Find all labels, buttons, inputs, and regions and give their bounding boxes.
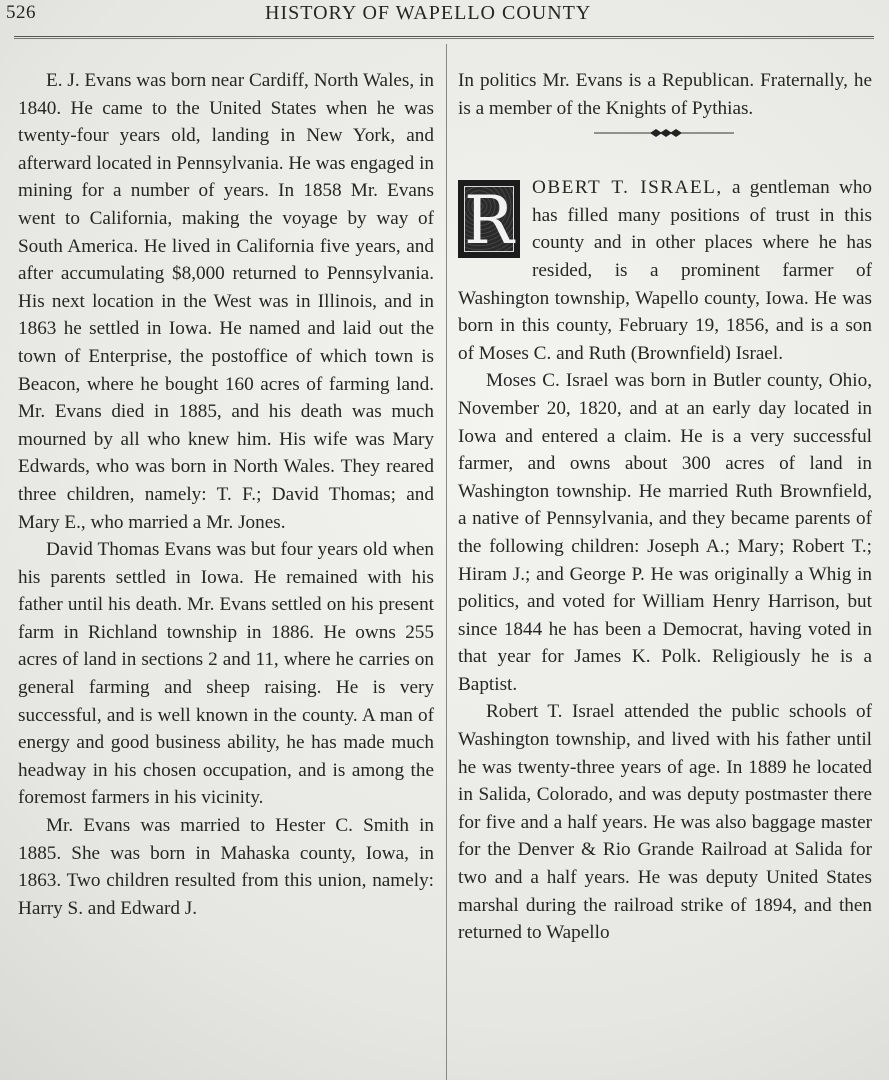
intro-text: a gentleman who has filled many positions of trust in this county and in other places where he has resided, is a prominent farmer of Washington township, Wapello county, Iowa. He was born in this county, February 19, 1856, and is a son of Moses C. and Ruth (Brownfield) Israel. — [458, 177, 873, 364]
paragraph-moses-israel: Moses C. Israel was born in Butler county, Ohio, November 20, 1820, and at an early day located in Iowa and entered a claim. He is a very successful farmer, and owns about 300 acres of land in Washington township. He married Ruth Brownfield, a native of Pennsylvania, and they became parents of the following children: Joseph A.; Mary; Robert T.; Hiram J.; and George P. He was originally a Whig in politics, and voted for William Henry Harrison, but since 1844 he has been a Democrat, having voted in that year for James K. Polk. Religiously he is a Baptist. — [458, 370, 872, 695]
paragraph-israel-intro — [458, 174, 872, 367]
page-number: 526 — [6, 2, 36, 23]
paragraph-evans-marriage: Mr. Evans was married to Hester C. Smith in 1885. She was born in Mahaska county, Iowa, in 1863. Two children resulted from this union, namely: Harry S. and Edward J. — [18, 815, 434, 919]
left-column — [18, 67, 434, 922]
paragraph-david-thomas-evans: David Thomas Evans was but four years old when his parents settled in Iowa. He remained with his father until his death. Mr. Evans settled on his present farm in Richland township in 1886. He owns 255 acres of land in sections 2 and 11, where he carries on general farming and sheep raising. He is very successful, and is well known in the county. A man of energy and good business ability, he has made much headway in his chosen occupation, and is among the foremost farmers in his vicinity. — [18, 539, 434, 809]
column-divider — [446, 44, 447, 1080]
header-rule — [14, 36, 874, 39]
biography-name-heading: OBERT T. ISRAEL, — [532, 177, 723, 199]
right-column — [458, 67, 872, 947]
paragraph-evans-biography: E. J. Evans was born near Cardiff, North Wales, in 1840. He came to the United States when he was twenty-four years old, landing in New York, and afterward located in Pennsylvania. He was engaged in mining for a number of years. In 1858 Mr. Evans went to California, making the voyage by way of South America. He lived in California five years, and after accumulating $8,000 returned to Pennsylvania. His next location in the West was in Illinois, and in 1863 he settled in Iowa. He named and laid out the town of Enterprise, the postoffice of which town is Beacon, where he bought 160 acres of farming land. Mr. Evans died in 1885, and his death was much mourned by all who knew him. His wife was Mary Edwards, who was born in North Wales. They reared three children, namely: T. F.; David Thomas; and Mary E., who married a Mr. Jones. — [18, 70, 434, 533]
section-ornament-divider — [594, 126, 734, 140]
page-header — [0, 0, 889, 40]
drop-cap-ornament — [458, 180, 520, 258]
drop-cap-letter: R — [464, 182, 514, 260]
running-title: HISTORY OF WAPELLO COUNTY — [265, 2, 592, 24]
paragraph-evans-continuation: In politics Mr. Evans is a Republican. Fraternally, he is a member of the Knights of Pythias. — [458, 70, 872, 119]
paragraph-robert-israel-career: Robert T. Israel attended the public schools of Washington township, and lived with his father until he was twenty-three years of age. In 1889 he located in Salida, Colorado, and was deputy postmaster there for five and a half years. He was also baggage master for the Denver & Rio Grande Railroad at Salida for two and a half years. He was deputy United States marshal during the railroad strike of 1894, and then returned to Wapello — [458, 701, 872, 944]
